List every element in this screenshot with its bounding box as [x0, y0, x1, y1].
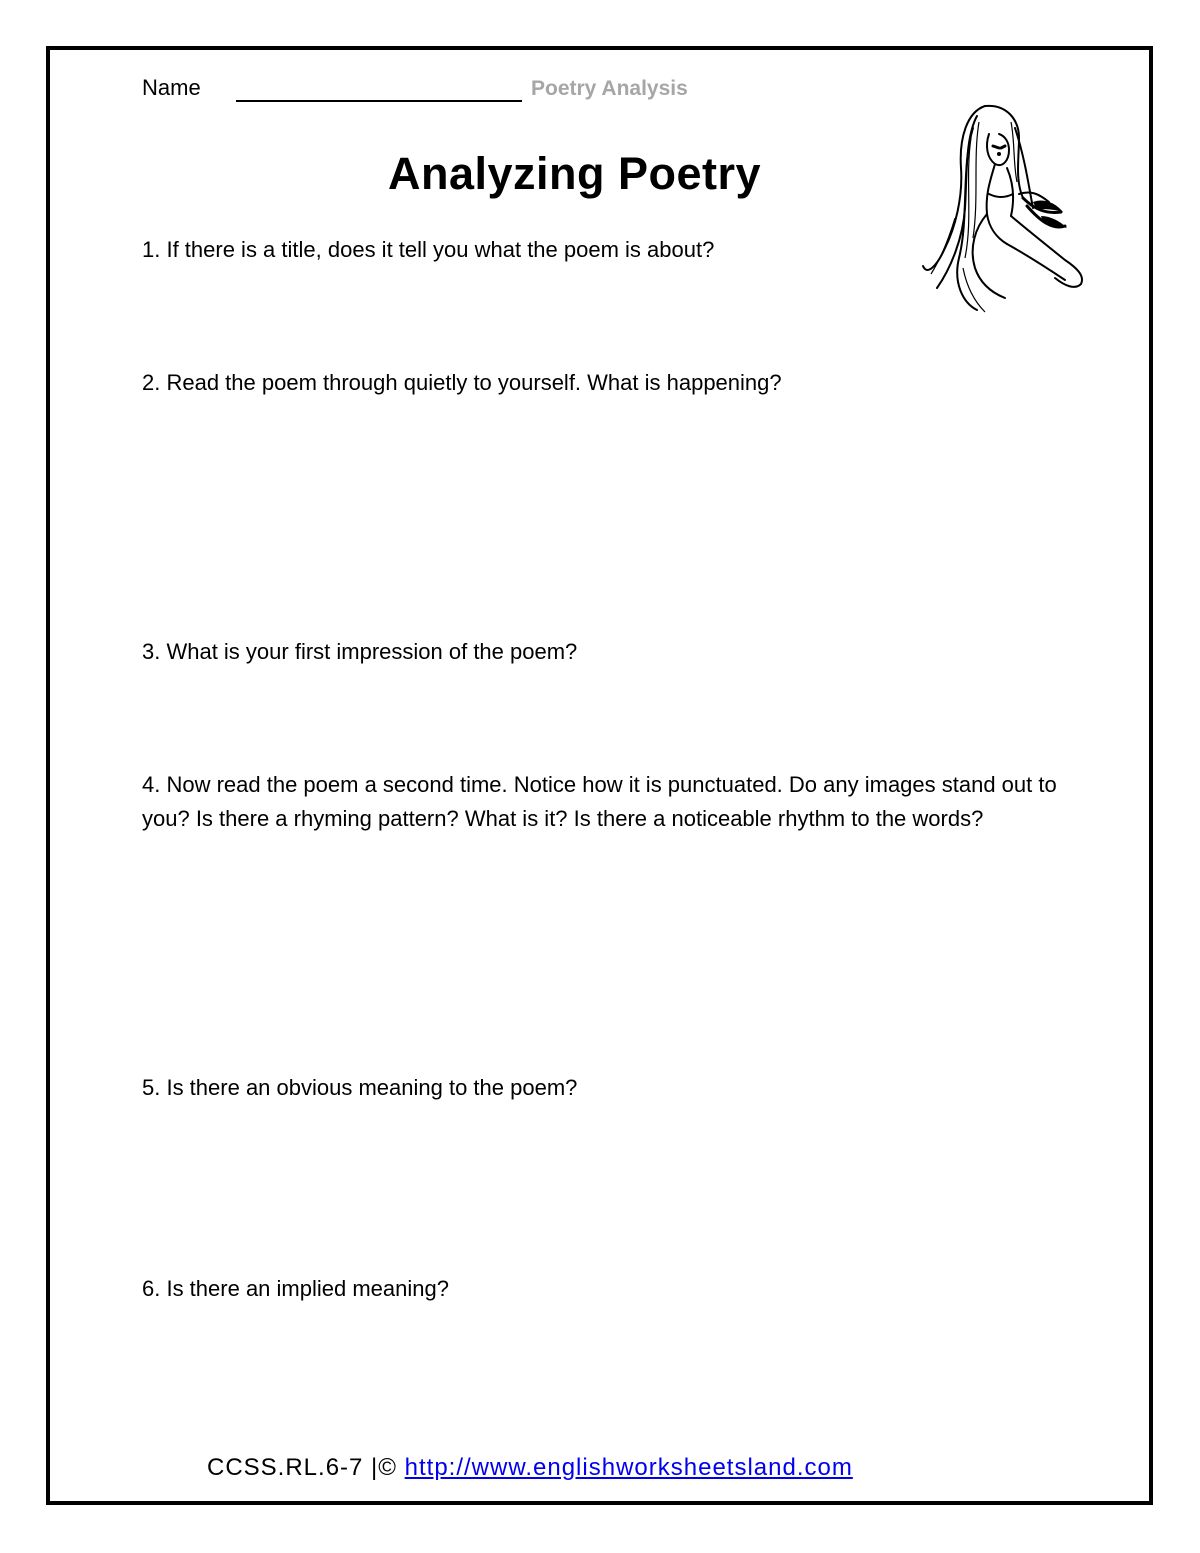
question-5: 5. Is there an obvious meaning to the poem? [142, 1075, 578, 1100]
footer [207, 1452, 853, 1484]
worksheet-topic-tag: Poetry Analysis [531, 77, 688, 100]
footer-link[interactable]: http://www.englishworksheetsland.com [404, 1454, 853, 1481]
question-2: 2. Read the poem through quietly to yourself. What is happening? [142, 370, 782, 395]
question-6: 6. Is there an implied meaning? [142, 1276, 449, 1301]
name-input-line[interactable] [236, 100, 522, 102]
question-1: 1. If there is a title, does it tell you what the poem is about? [142, 237, 715, 262]
girl-illustration-icon [915, 98, 1095, 324]
footer-standard: CCSS.RL.6-7 |© [207, 1454, 397, 1481]
question-3: 3. What is your first impression of the poem? [142, 639, 578, 664]
page-title: Analyzing Poetry [388, 148, 762, 199]
name-label: Name [142, 75, 201, 100]
question-4: 4. Now read the poem a second time. Notice how it is punctuated. Do any images stand out to you? Is there a rhyming pattern? What is it? Is there a noticeable rhythm to the words? [142, 772, 1057, 831]
